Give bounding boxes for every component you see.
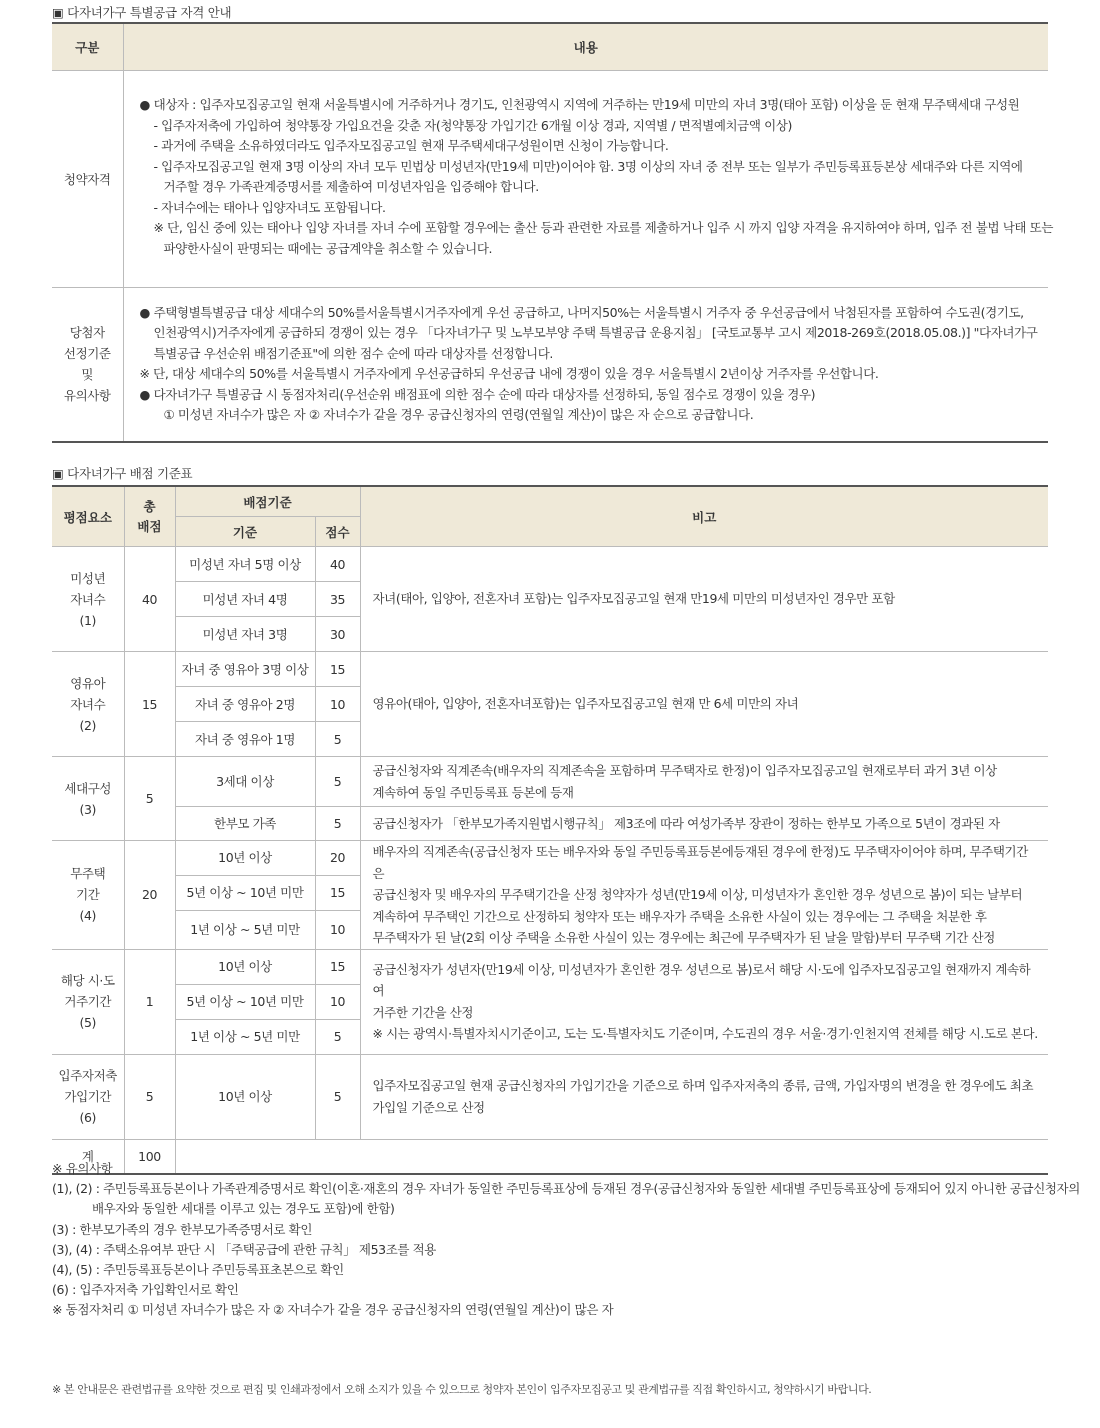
standard-cell: 5년 이상 ~ 10년 미만 [175, 875, 315, 910]
table-row [52, 652, 1048, 687]
category-label: 선정기준 [63, 346, 111, 362]
note-line: 공급신청자 및 배우자의 무주택기간을 산정 청약자가 성년(만19세 이상, 미성년자가 혼인한 경우 성년으로 봄)이 되는 날부터 [372, 887, 1023, 902]
element-cell [52, 841, 124, 950]
element-label: 가입기간 [64, 1089, 112, 1104]
score-cell: 30 [315, 617, 360, 652]
total-cell: 5 [124, 757, 175, 841]
standard-cell: 미성년 자녀 3명 [175, 617, 315, 652]
note-cell [360, 841, 1048, 950]
category-cell [52, 71, 123, 288]
total-value: 100 [124, 1139, 175, 1174]
score-cell: 5 [315, 1019, 360, 1054]
total-cell: 1 [124, 949, 175, 1054]
note-cell [360, 547, 1048, 652]
content-line: ※ 단, 대상 세대수의 50%를 서울특별시 거주자에게 우선공급하되 우선공급 내에 경쟁이 있을 경우 서울특별시 2년이상 거주자를 우선합니다. [139, 366, 879, 382]
table-row [52, 1054, 1048, 1139]
content-line: ● 대상자 : 입주자모집공고일 현재 서울특별시에 거주하거나 경기도, 인천광역시 지역에 거주하는 만19세 미만의 자녀 3명(태아 포함) 이상을 둔 현재 무주택세대 구성원 [139, 97, 1020, 112]
header-element: 평점요소 [52, 486, 124, 547]
note-line: 영유아(태아, 입양아, 전혼자녀포함)는 입주자모집공고일 현재 만 6세 미만의 자녀 [372, 696, 799, 712]
total-cell: 40 [124, 547, 175, 652]
eligibility-header-row [52, 23, 1048, 71]
element-cell [52, 949, 124, 1054]
header-total-line: 총 [143, 498, 156, 514]
note-line: ※ 유의사항 [52, 1161, 113, 1176]
note-line: (3), (4) : 주택소유여부 판단 시 「주택공급에 관한 규칙」 제53조를 적용 [52, 1241, 436, 1257]
note-cell [360, 807, 1048, 841]
content-cell [123, 71, 1054, 288]
note-cell [360, 1054, 1048, 1139]
content-line: 거주할 경우 가족관계증명서를 제출하여 미성년자임을 입증해야 합니다. [163, 179, 539, 194]
header-category: 구분 [52, 23, 123, 71]
score-cell: 40 [315, 547, 360, 582]
element-label: 미성년 [70, 570, 106, 586]
note-line: 공급신청자가 성년자(만19세 이상, 미성년자가 혼인한 경우 성년으로 봄)로서 해당 시·도에 입주자모집공고일 현재까지 계속하여 [372, 961, 1031, 998]
content-line: - 과거에 주택을 소유하였더라도 입주자모집공고일 현재 무주택세대구성원이면 신청이 가능합니다. [153, 138, 669, 153]
standard-cell: 10년 이상 [175, 841, 315, 876]
score-cell: 5 [315, 807, 360, 841]
total-cell: 20 [124, 841, 175, 950]
footer-disclaimer: ※ 본 안내문은 관련법규를 요약한 것으로 편집 및 인쇄과정에서 오해 소지가 있을 수 있으므로 청약자 본인이 입주자모집공고 및 관계법규를 직접 확인하시고, 청약하시기 바랍니다. [52, 1383, 872, 1396]
eligibility-table [52, 22, 1054, 443]
total-cell: 5 [124, 1054, 175, 1139]
header-content: 내용 [123, 23, 1048, 71]
element-cell [52, 547, 124, 652]
element-label: 거주기간 [64, 994, 112, 1009]
score-cell: 15 [315, 949, 360, 984]
note-line: ※ 시는 광역시·특별자치시기준이고, 도는 도·특별자치도 기준이며, 수도권의 경우 서울·경기·인천지역 전체를 해당 시.도로 본다. [372, 1026, 1038, 1041]
note-line: (3) : 한부모가족의 경우 한부모가족증명서로 확인 [52, 1221, 313, 1237]
standard-cell: 5년 이상 ~ 10년 미만 [175, 984, 315, 1019]
element-label: 영유아 [70, 675, 106, 691]
table-row [52, 949, 1048, 984]
standard-cell: 3세대 이상 [175, 757, 315, 807]
note-line: 자녀(태아, 입양아, 전혼자녀 포함)는 입주자모집공고일 현재 만19세 미만의 미성년자인 경우만 포함 [372, 591, 895, 607]
table-row [52, 841, 1048, 876]
table-row [52, 547, 1048, 582]
note-cell [360, 757, 1048, 807]
score-cell: 35 [315, 582, 360, 617]
standard-cell: 1년 이상 ~ 5년 미만 [175, 1019, 315, 1054]
content-line: ● 주택형별특별공급 대상 세대수의 50%를서울특별시거주자에게 우선 공급하고, 나머지50%는 서울특별시 거주자 중 우선공급에서 낙첨된자를 포함하여 수도권(경기도, [139, 304, 1024, 320]
header-total [124, 486, 175, 547]
standard-cell: 자녀 중 영유아 1명 [175, 722, 315, 757]
note-line: 무주택자가 된 날(2회 이상 주택을 소유한 사실이 있는 경우에는 최근에 무주택자가 된 날을 말함)부터 무주택 기간 산정 [372, 930, 995, 945]
element-label: (3) [79, 801, 96, 817]
notes-block [52, 1159, 1080, 1321]
standard-cell: 미성년 자녀 4명 [175, 582, 315, 617]
eligibility-row-qualification [52, 71, 1048, 288]
header-score: 점수 [315, 517, 360, 547]
note-line: 공급신청자와 직계존속(배우자의 직계존속을 포함하며 무주택자로 한정)이 입주자모집공고일 현재로부터 과거 3년 이상 [372, 763, 997, 778]
scoring-header-row [52, 486, 1048, 517]
category-label: 유의사항 [63, 388, 111, 404]
total-cell: 15 [124, 652, 175, 757]
note-line: 공급신청자가 「한부모가족지원법시행규칙」 제3조에 따라 여성가족부 장관이 정하는 한부모 가족으로 5년이 경과된 자 [372, 815, 1000, 831]
content-line: ※ 단, 임신 중에 있는 태아나 입양 자녀를 자녀 수에 포함할 경우에는 출산 등과 관련한 자료를 제출하거나 입주 시 까지 입양 자격을 유지하여야 하며, 입주 전 불법 낙태 또는 [153, 220, 1054, 235]
note-line: 가입일 기준으로 산정 [372, 1099, 485, 1115]
header-note: 비고 [360, 486, 1048, 547]
element-label: (1) [79, 612, 96, 628]
standard-cell: 10년 이상 [175, 949, 315, 984]
note-line: 계속하여 동일 주민등록표 등본에 등재 [372, 784, 574, 800]
element-label: (5) [79, 1015, 96, 1030]
note-line: 거주한 기간을 산정 [372, 1004, 474, 1020]
scoring-table [52, 485, 1048, 1175]
category-label: 및 [81, 367, 94, 383]
category-label: 청약자격 [63, 171, 111, 187]
score-cell: 10 [315, 687, 360, 722]
header-criteria: 배점기준 [175, 486, 360, 517]
element-cell [52, 1054, 124, 1139]
section1-title: ▣ 다자녀가구 특별공급 자격 안내 [52, 5, 232, 20]
standard-cell: 한부모 가족 [175, 807, 315, 841]
element-label: 자녀수 [70, 696, 106, 712]
note-line: (4), (5) : 주민등록표등본이나 주민등록표초본으로 확인 [52, 1262, 344, 1278]
note-line: 배우자와 동일한 세대를 이루고 있는 경우도 포함)에 한함) [92, 1201, 395, 1217]
standard-cell: 자녀 중 영유아 2명 [175, 687, 315, 722]
note-line: (1), (2) : 주민등록표등본이나 가족관계증명서로 확인(이혼·재혼의 경우 자녀가 동일한 주민등록표상에 등재된 경우(공급신청자와 동일한 세대별 주민등록표상에 등재되어 있지 아니한 공급신청자의 [52, 1181, 1080, 1197]
element-cell [52, 652, 124, 757]
content-cell [123, 288, 1048, 442]
category-label: 당첨자 [69, 325, 105, 341]
content-line: - 입주자모집공고일 현재 3명 이상의 자녀 모두 민법상 미성년자(만19세 미만)이어야 함. 3명 이상의 자녀 중 전부 또는 일부가 주민등록표등본상 세대주와 다른 지역에 [153, 158, 1023, 174]
content-line: ● 다자녀가구 특별공급 시 동점자처리(우선순위 배점표에 의한 점수 순에 따라 대상자를 선정하되, 동일 점수로 경쟁이 있을 경우) [139, 386, 816, 402]
note-cell [360, 652, 1048, 757]
content-line: ① 미성년 자녀수가 많은 자 ② 자녀수가 같을 경우 공급신청자의 연령(연월일 계산)이 많은 자 순으로 공급합니다. [163, 407, 754, 423]
element-label: (6) [79, 1110, 96, 1125]
note-line: 계속하여 무주택인 기간으로 산정하되 청약자 또는 배우자가 주택을 소유한 사실이 있는 경우에는 그 주택을 처분한 후 [372, 908, 987, 924]
note-line: ※ 동점자처리 ① 미성년 자녀수가 많은 자 ② 자녀수가 같을 경우 공급신청자의 연령(연월일 계산)이 많은 자 [52, 1302, 614, 1318]
content-line: - 자녀수에는 태아나 입양자녀도 포함됩니다. [153, 199, 386, 215]
score-cell: 5 [315, 757, 360, 807]
score-cell: 15 [315, 652, 360, 687]
score-cell: 10 [315, 984, 360, 1019]
score-cell: 15 [315, 875, 360, 910]
content-line: 인천광역시)거주자에게 공급하되 경쟁이 있는 경우 「다자녀가구 및 노부모부양 주택 특별공급 운용지침」 [국토교통부 고시 제2018-269호(2018.05.08.)] "다자녀가구 [153, 325, 1038, 341]
element-label: 자녀수 [70, 591, 106, 607]
note-cell [360, 949, 1048, 1054]
table-row [52, 757, 1048, 807]
note-line: (6) : 입주자저축 가입확인서로 확인 [52, 1282, 239, 1298]
standard-cell: 1년 이상 ~ 5년 미만 [175, 910, 315, 949]
note-line: 입주자모집공고일 현재 공급신청자의 가입기간을 기준으로 하며 입주자저축의 종류, 금액, 가입자명의 변경을 한 경우에도 최초 [372, 1078, 1034, 1093]
content-line: 파양한사실이 판명되는 때에는 공급계약을 취소할 수 있습니다. [163, 240, 493, 256]
element-label: 세대구성 [64, 780, 112, 796]
content-line: 특별공급 우선순위 배점기준표"에 의한 점수 순에 따라 대상자를 선정합니다. [153, 345, 553, 361]
score-cell: 5 [315, 1054, 360, 1139]
element-label: 무주택 [70, 866, 106, 882]
element-label: (2) [79, 717, 96, 733]
table-row [52, 807, 1048, 841]
element-label: 해당 시·도 [60, 973, 115, 988]
category-cell [52, 288, 123, 442]
header-standard: 기준 [175, 517, 315, 547]
note-line: 배우자의 직계존속(공급신청자 또는 배우자와 동일 주민등록표등본에등재된 경우에 한정)도 무주택자이어야 하며, 무주택기간은 [372, 844, 1028, 881]
element-label: (4) [79, 908, 96, 924]
header-total-line: 배점 [137, 518, 162, 534]
score-cell: 20 [315, 841, 360, 876]
element-label: 기간 [76, 887, 100, 903]
standard-cell: 자녀 중 영유아 3명 이상 [175, 652, 315, 687]
section2-title: ▣ 다자녀가구 배점 기준표 [52, 466, 193, 481]
eligibility-row-selection [52, 288, 1048, 442]
standard-cell: 10년 이상 [175, 1054, 315, 1139]
total-label: 계 [52, 1139, 124, 1174]
score-cell: 5 [315, 722, 360, 757]
standard-cell: 미성년 자녀 5명 이상 [175, 547, 315, 582]
element-cell [52, 757, 124, 841]
element-label: 입주자저축 [58, 1068, 117, 1083]
score-cell: 10 [315, 910, 360, 949]
content-line: - 입주자저축에 가입하여 청약통장 가입요건을 갖춘 자(청약통장 가입기간 6개월 이상 경과, 지역별 / 면적별예치금액 이상) [153, 117, 792, 133]
